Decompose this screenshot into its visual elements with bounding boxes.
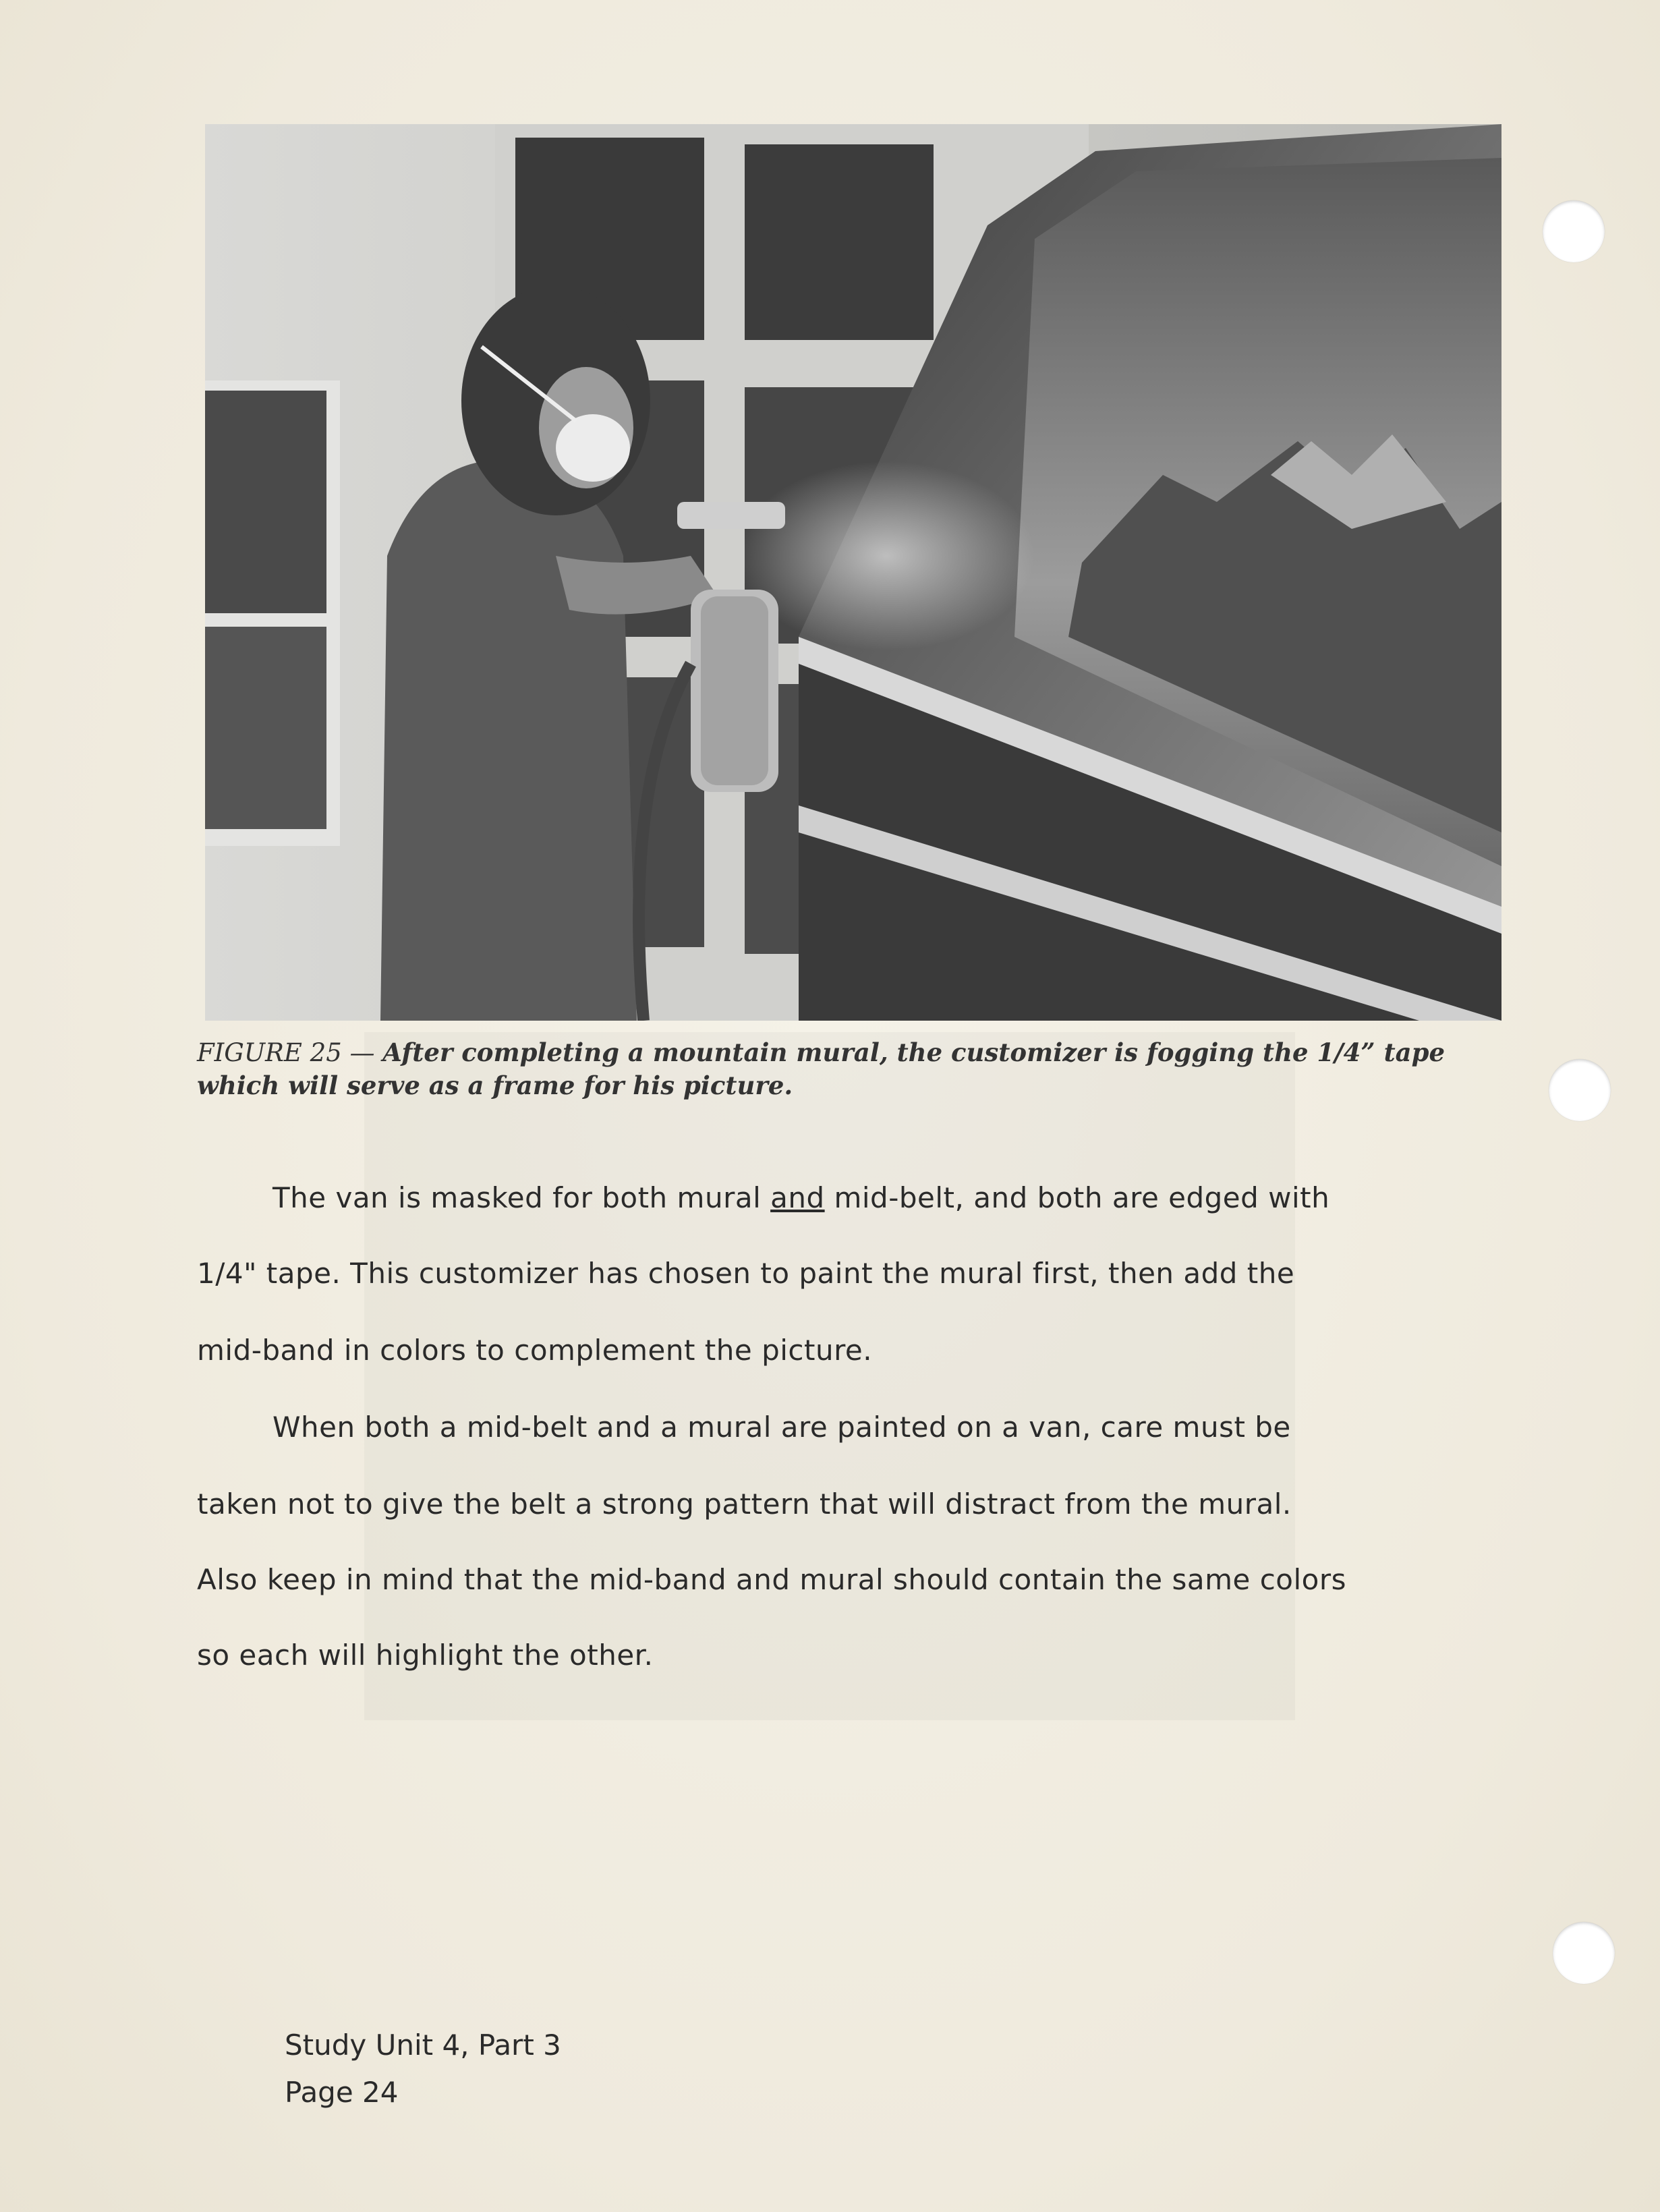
binder-hole-top — [1543, 200, 1605, 262]
binder-hole-bottom — [1553, 1922, 1615, 1984]
binder-hole-middle — [1549, 1059, 1611, 1121]
footer-page-number: Page 24 — [285, 2076, 399, 2109]
p1-line1-start: The van is masked for both mural — [273, 1181, 771, 1214]
figure-caption — [197, 1036, 1506, 1102]
figure-label: FIGURE 25 — — [197, 1038, 375, 1067]
paragraph-1-line-3: mid-band in colors to complement the picture. — [197, 1334, 873, 1367]
paragraph-2-line-1: When both a mid-belt and a mural are painted on a van, care must be — [273, 1411, 1291, 1444]
figure-caption-text: After completing a mountain mural, the customizer is fogging the 1/4” tape which will serve as a frame for his picture. — [197, 1038, 1446, 1100]
photo-illustration — [205, 124, 1501, 1021]
paragraph-1-line-1 — [197, 1179, 1595, 1217]
bleed-through-shadow — [364, 1032, 1295, 1720]
paragraph-2-line-3: Also keep in mind that the mid-band and mural should contain the same colors — [197, 1563, 1347, 1596]
footer-study-unit: Study Unit 4, Part 3 — [285, 2029, 561, 2062]
paragraph-1-line-2: 1/4" tape. This customizer has chosen to paint the mural first, then add the — [197, 1257, 1295, 1290]
figure-photo — [205, 124, 1501, 1021]
paragraph-2-line-4: so each will highlight the other. — [197, 1639, 654, 1672]
p1-line1-end: mid-belt, and both are edged with — [824, 1181, 1330, 1214]
p1-underlined-word: and — [770, 1181, 825, 1214]
paragraph-2-line-2: taken not to give the belt a strong pattern that will distract from the mural. — [197, 1487, 1292, 1521]
